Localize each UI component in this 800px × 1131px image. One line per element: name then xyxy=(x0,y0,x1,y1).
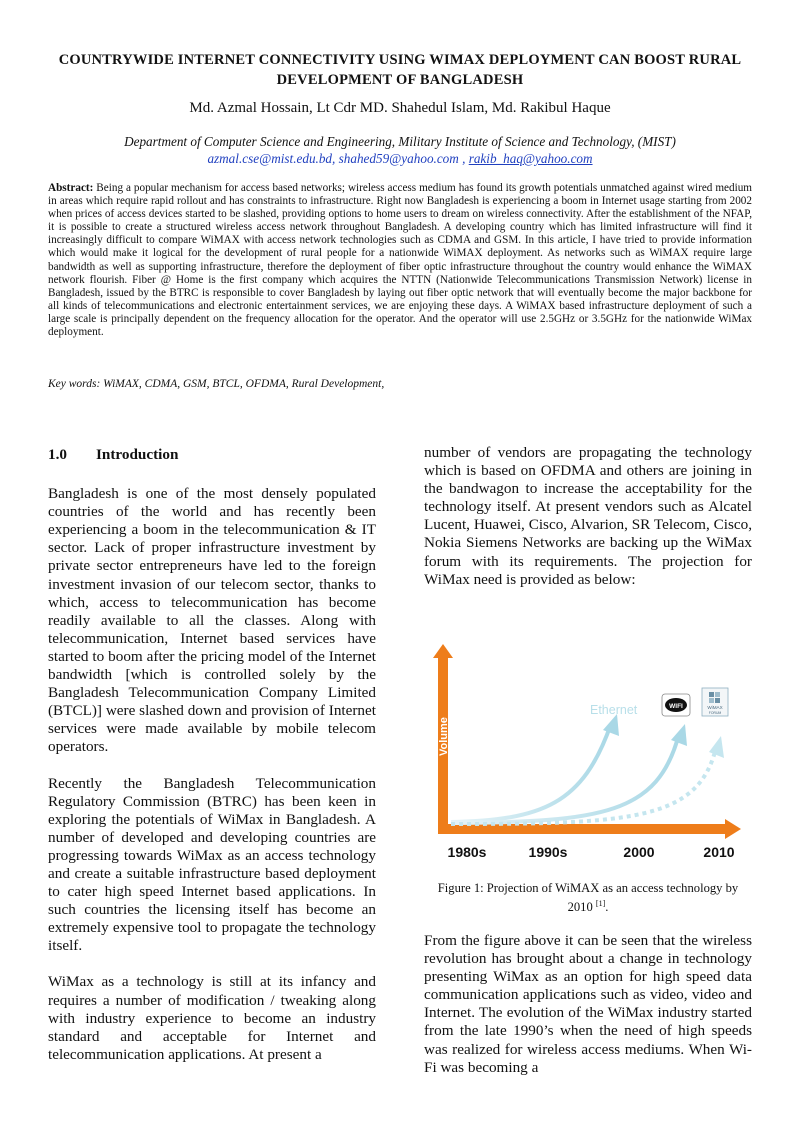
section-heading xyxy=(48,446,376,464)
x-axis-arrowhead xyxy=(725,819,741,839)
caption-period: . xyxy=(605,900,609,915)
wimax-logo-text: WiMAX xyxy=(707,705,723,710)
wimax-logo-sub: FORUM xyxy=(708,711,722,715)
y-axis-arrowhead xyxy=(433,644,453,658)
wimax-curve xyxy=(451,748,716,824)
section-number: 1.0 xyxy=(48,446,67,463)
left-column xyxy=(48,446,376,1064)
x-axis xyxy=(438,824,728,834)
y-axis-label: Volume xyxy=(438,717,450,756)
title-line-1: COUNTRYWIDE INTERNET CONNECTIVITY USING WIMAX DEPLOYMENT CAN BOOST RURAL xyxy=(58,52,742,68)
paragraph-3: WiMax as a technology is still at its infancy and requires a number of modification / tweaking along with industry experience to become an industry standard and acceptable for Internet and telecommunication applications. At present a xyxy=(48,973,376,1063)
wimax-arrowhead xyxy=(709,736,724,758)
ethernet-arrowhead xyxy=(603,714,619,736)
ethernet-label: Ethernet xyxy=(590,703,638,717)
wimax-forum-icon xyxy=(702,688,728,716)
wifi-logo-text: WIFI xyxy=(669,703,683,710)
ethernet-curve xyxy=(451,724,611,822)
figure-svg xyxy=(433,644,745,866)
wifi-curve xyxy=(451,734,679,823)
paper-title xyxy=(48,50,752,90)
author-list: Md. Azmal Hossain, Lt Cdr MD. Shahedul Islam, Md. Rakibul Haque xyxy=(189,100,611,116)
figure-wimax-projection xyxy=(433,644,745,866)
wifi-arrowhead xyxy=(671,724,687,746)
email-link-azmal[interactable]: azmal.cse@mist.edu.bd, xyxy=(207,151,336,166)
x-tick-label: 2010 xyxy=(703,844,735,860)
email-link-shahed[interactable]: shahed59@yahoo.com xyxy=(338,151,459,166)
x-tick-label: 2000 xyxy=(623,844,655,860)
title-line-2: DEVELOPMENT OF BANGLADESH xyxy=(276,72,524,88)
caption-text: Figure 1: Projection of WiMAX as an access technology by 2010 xyxy=(437,881,739,915)
paragraph-4: number of vendors are propagating the technology which is based on OFDMA and others are joining in the bandwagon to increase the acceptability for the technology itself. At present vendors such as Alcatel Lucent, Huawei, Cisco, Alvarion, SR Telecom, Cisco, Nokia Siemens Networks are backing up the WiMax forum with its requirements. The projection for WiMax need is provided as below: xyxy=(424,444,752,588)
right-column-top xyxy=(424,444,752,589)
paragraph-5: From the figure above it can be seen that the wireless revolution has brought about a change in technology presenting WiMax as an option for high speed data communication applications such as video, video and Internet. The evolution of the WiMax industry started from the late 1990’s when the need of high speeds was realized for wireless access mediums. When Wi-Fi was becoming a xyxy=(424,932,752,1076)
email-link-rakib[interactable]: rakib_haq@yahoo.com xyxy=(468,151,593,166)
x-tick-label: 1990s xyxy=(528,844,568,860)
email-line xyxy=(48,150,752,167)
figure-caption xyxy=(424,880,752,915)
abstract-text: Being a popular mechanism for access based networks; wireless access medium has found its growth potentials unmatched against wired medium in areas which require rapid rollout and has constraints to infrastructure. Right now Bangladesh is experiencing a boom in Internet usage starting from 2002 when prices of access devices started to be slashed, providing options to home users to dream on wireless connectivity. After the establishment of the NFAP, it is possible to create a structured wireless access network throughout Bangladesh. A developing country which has limited infrastructure will find it increasingly difficult to compare WiMAX with access network technologies such as CDMA and GSM. In this article, I have tried to provide information which would make it logical for the development of rural people for a nationwide WiMAX deployment. As networks such as WiMAX require large bandwidth as well as supporting infrastructure, therefore the deployment of fiber optic infrastructure throughout the country would enhance the WiMAX network flourish. Fiber @ Home is the first company which acquires the NTTN (Nationwide Telecommunications Transmission Network) license in Bangladesh, issued by the BTRC is responsible to cover Bangladesh by laying out fiber optic network that will eventually become the major backbone for all kinds of telecommunications and electronic entertainment services, we are enjoying these days. A WiMAX based infrastructure deployment of such a large scale is principally dependent on the frequency allocation for the operator. And the operator will use 2.5GHz or 3.5GHz for the nationwide WiMax deployment. xyxy=(48,182,752,339)
paragraph-1: Bangladesh is one of the most densely populated countries of the world and has recently been experiencing a boom in the telecommunication & IT sector. Lack of proper infrastructure investment by private sector entrepreneurs have led to the foreign investment invasion of our telecom sector, thanks to which, access to telecommunication has become readily available to all the classes. Along with telecommunication, Internet based services have started to boom after the pricing model of the Internet bandwidth [which is controlled solely by the Bangladesh Telecommunication Company Limited (BTCL)] were slashed down and provision of Internet services were made available by mobile telecom operators. xyxy=(48,485,376,756)
keywords: Key words: WiMAX, CDMA, GSM, BTCL, OFDMA, Rural Development, xyxy=(48,378,385,390)
affiliation: Department of Computer Science and Engineering, Military Institute of Science and Technology, (MIST) xyxy=(124,134,676,149)
abstract xyxy=(48,182,752,339)
caption-citation[interactable]: [1] xyxy=(595,899,606,908)
email-separator: , xyxy=(458,151,469,166)
right-column-bottom xyxy=(424,932,752,1077)
wifi-logo-icon xyxy=(662,694,690,716)
paragraph-2: Recently the Bangladesh Telecommunication Regulatory Commission (BTRC) has been keen in exploring the potentials of WiMax in Bangladesh. A number of developed and developing countries are progressing towards WiMax as an access technology and create a suitable infrastructure based deployment to cater high speed Internet based applications. In such countries the licensing itself has become an extremely expensive tool to propagate the technology itself. xyxy=(48,774,376,955)
section-title: Introduction xyxy=(96,446,179,463)
x-tick-label: 1980s xyxy=(447,844,487,860)
abstract-label: Abstract: xyxy=(48,182,94,194)
